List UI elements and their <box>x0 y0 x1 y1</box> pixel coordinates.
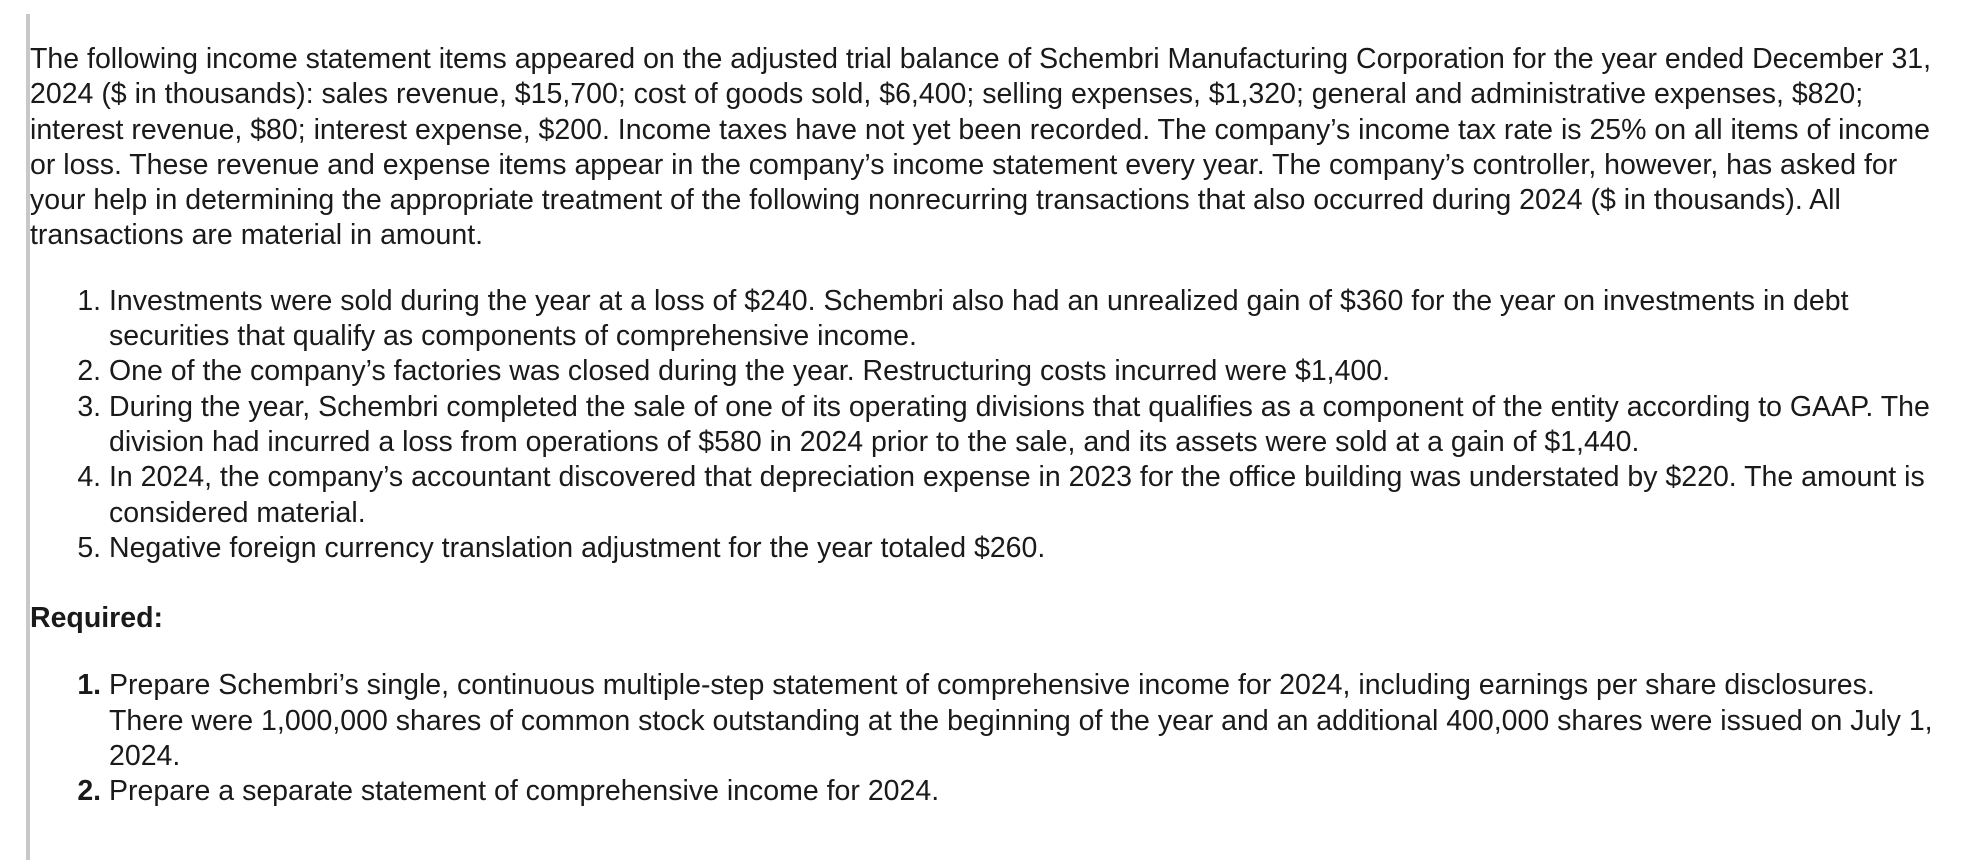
required-item: 2. Prepare a separate statement of comprehensive income for 2024. <box>109 774 1940 809</box>
required-heading: Required: <box>30 602 164 635</box>
required-list <box>30 668 1940 809</box>
required-item: 1. Prepare Schembri’s single, continuous multiple-step statement of comprehensive income for 2024, including earnings per share disclosures. There were 1,000,000 shares of common stock outstanding at the beginning of the year and an additional 400,000 shares were issued on July 1, 2024. <box>109 668 1940 774</box>
transaction-item: 1. Investments were sold during the year at a loss of $240. Schembri also had an unrealized gain of $360 for the year on investments in debt securities that qualify as components of comprehensive income. <box>109 284 1940 355</box>
transaction-item: 2. One of the company’s factories was closed during the year. Restructuring costs incurred were $1,400. <box>109 354 1940 389</box>
problem-text <box>30 42 1940 810</box>
intro-paragraph: The following income statement items appeared on the adjusted trial balance of Schembri Manufacturing Corporation for the year ended December 31, 2024 ($ in thousands): sales revenue, $15,700; cost of goods sold, $6,400; selling expenses, $1,320; general and administrative expenses, $820; interest revenue, $80; interest expense, $200. Income taxes have not yet been recorded. The company’s income tax rate is 25% on all items of income or loss. These revenue and expense items appear in the company’s income statement every year. The company’s controller, however, has asked for your help in determining the appropriate treatment of the following nonrecurring transactions that also occurred during 2024 ($ in thousands). All transactions are material in amount. <box>30 43 1932 252</box>
transaction-item: 5. Negative foreign currency translation adjustment for the year totaled $260. <box>109 531 1940 566</box>
transaction-item: 3. During the year, Schembri completed the sale of one of its operating divisions that qualifies as a component of the entity according to GAAP. The division had incurred a loss from operations of $580 in 2024 prior to the sale, and its assets were sold at a gain of $1,440. <box>109 390 1940 461</box>
transaction-item: 4. In 2024, the company’s accountant discovered that depreciation expense in 2023 for the office building was understated by $220. The amount is considered material. <box>109 460 1940 531</box>
transaction-list <box>30 284 1940 566</box>
